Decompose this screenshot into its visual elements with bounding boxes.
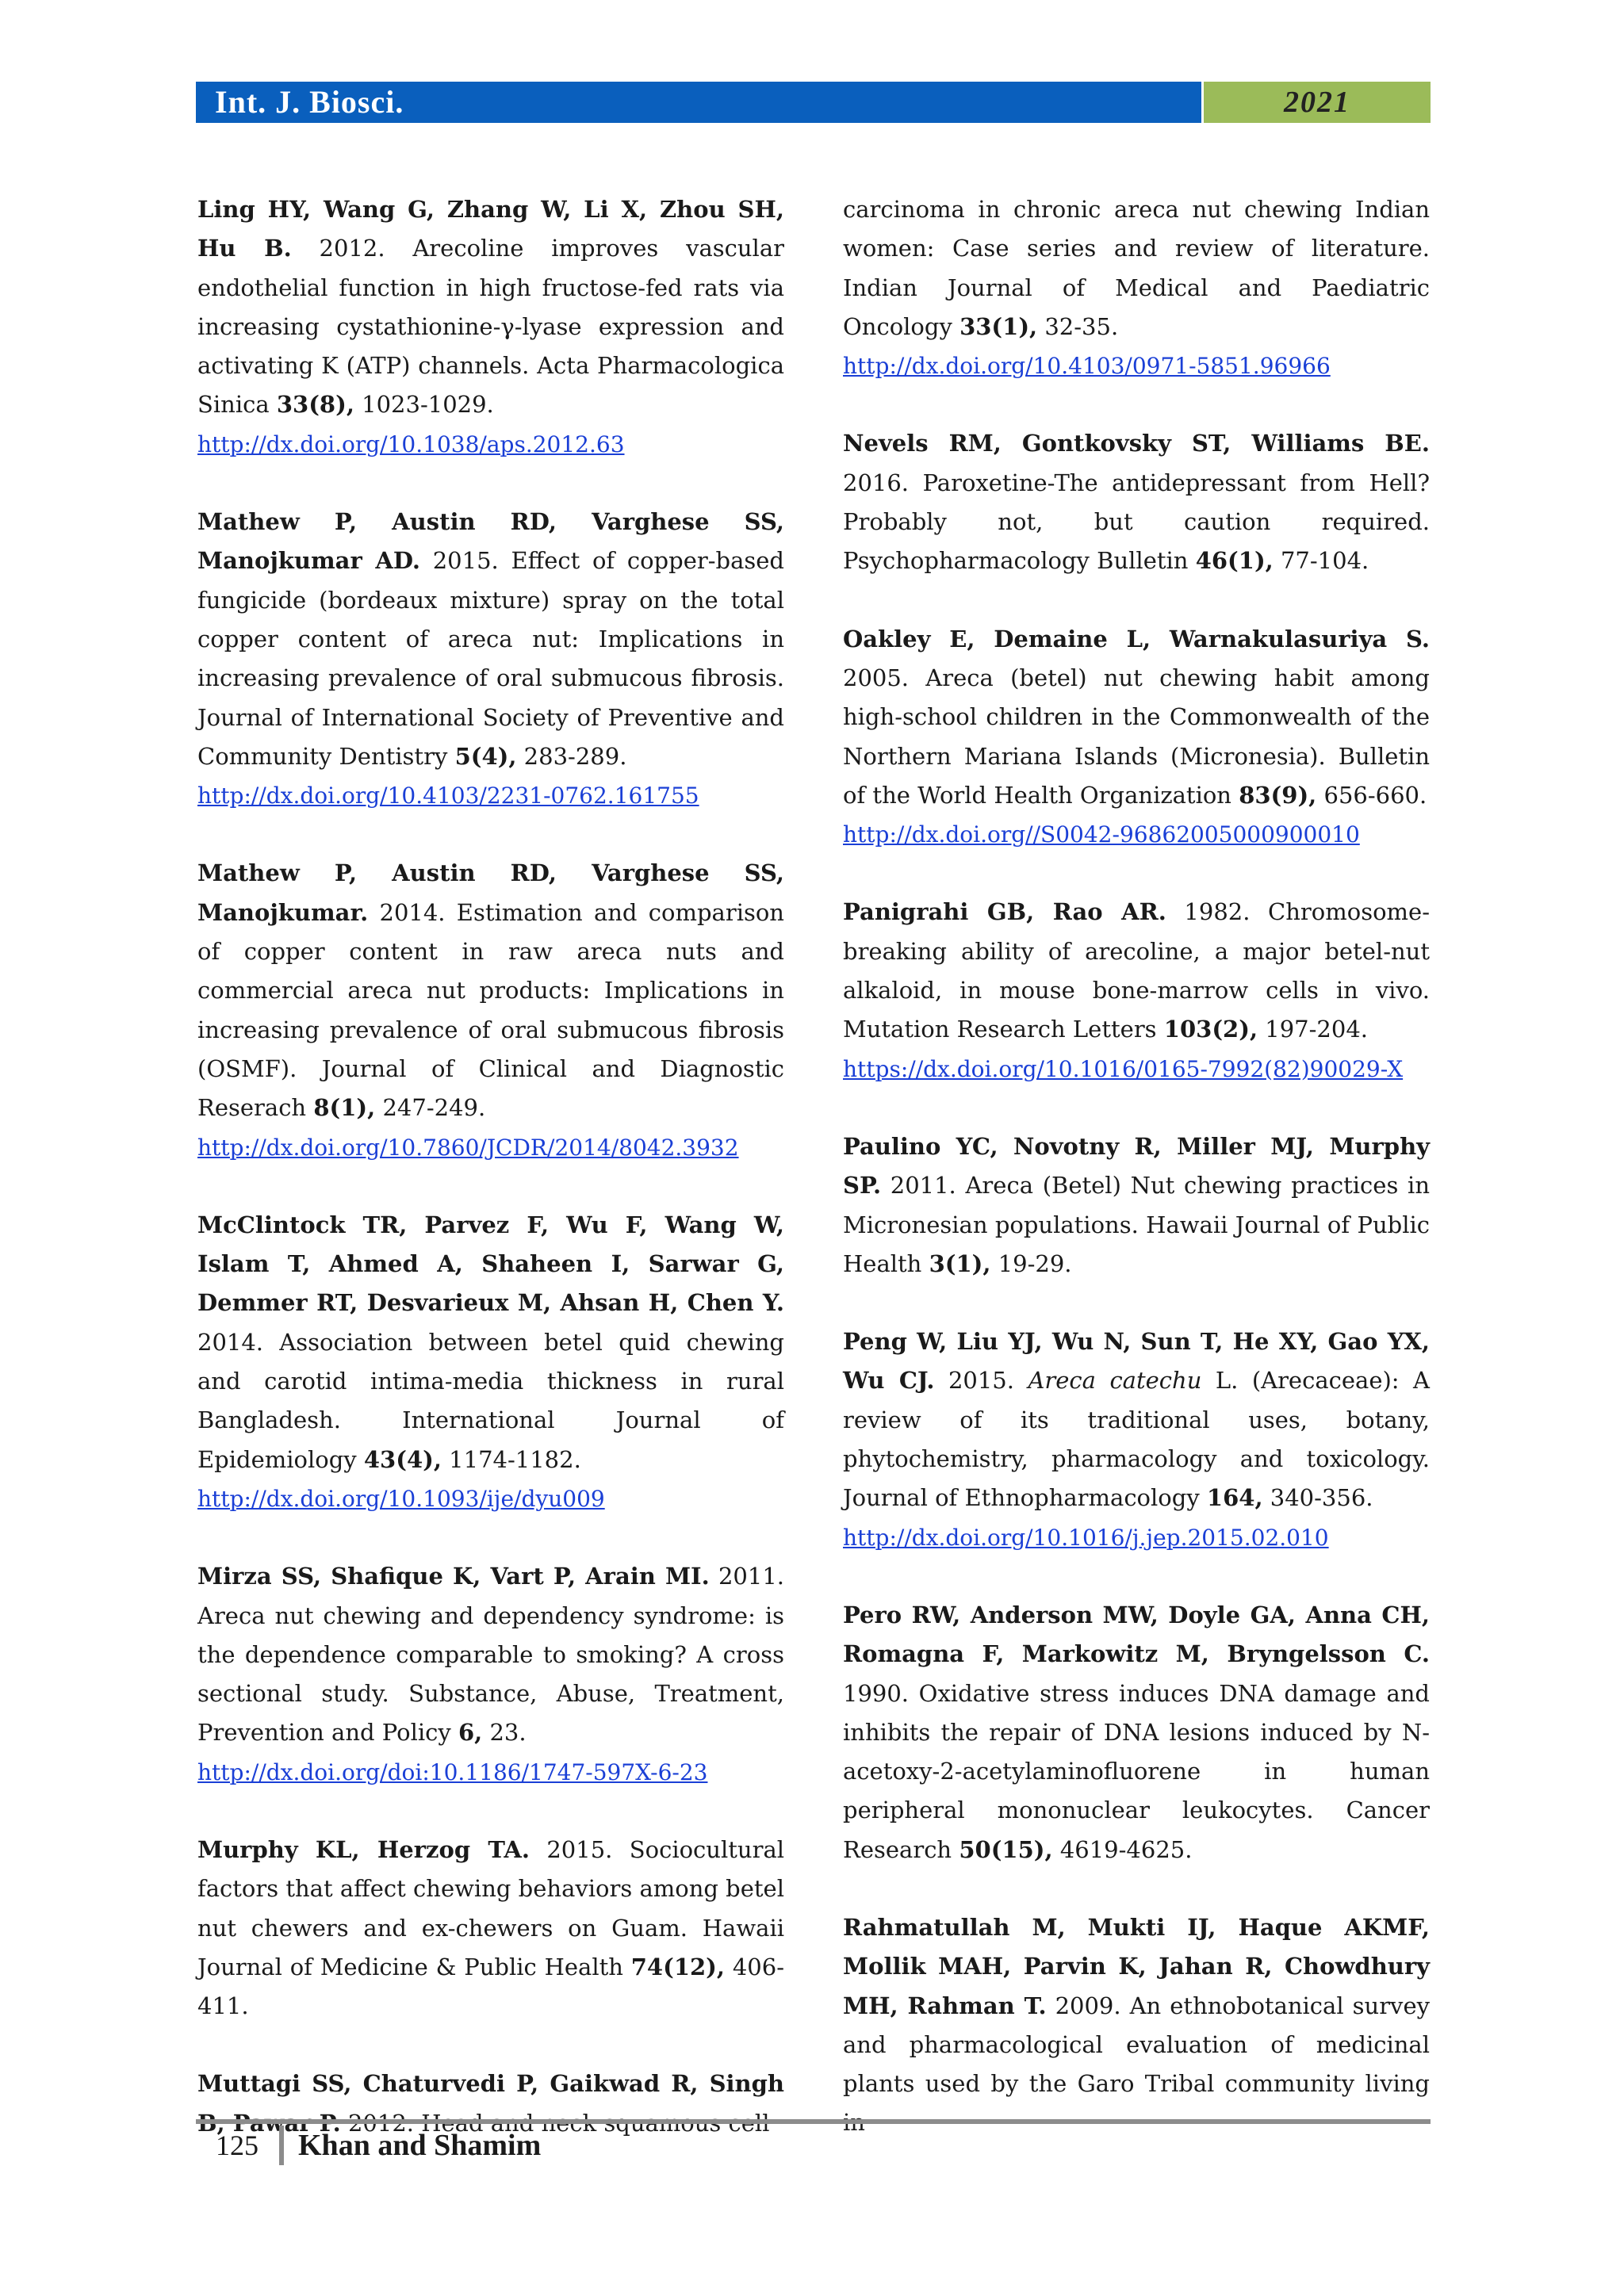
reference-text: Pero RW, Anderson MW, Doyle GA, Anna CH, Romagna F, Markowitz M, Bryngelsson C. 1990. Oxidative stress induces DNA damage and inhibits the repair of DNA lesions induced by N-acetoxy-2-acetylaminofluorene in human peripheral mononuclear leukocytes. Cancer Research 50(15), 4619-4625. (843, 1601, 1430, 1863)
reference-entry (197, 854, 784, 1166)
reference-authors: Oakley E, Demaine L, Warnakulasuriya S. (843, 625, 1430, 652)
reference-text: Mathew P, Austin RD, Varghese SS, Manojkumar. 2014. Estimation and comparison of copper content in raw areca nuts and commercial areca nut products: Implications in increasing prevalence of oral submucous fibrosis (OSMF). Journal of Clinical and Diagnostic Reserach 8(1), 247-249. (197, 859, 784, 1122)
doi-link[interactable]: http://dx.doi.org//S0042-96862005000900010 (843, 821, 1360, 848)
reference-entry (843, 1127, 1430, 1284)
reference-entry (197, 190, 784, 464)
reference-text: Oakley E, Demaine L, Warnakulasuriya S. 2005. Areca (betel) nut chewing habit among high-school children in the Commonwealth of the Northern Mariana Islands (Micronesia). Bulletin of the World Health Organization 83(9), 656-660. (843, 625, 1430, 809)
reference-entry (843, 190, 1430, 385)
reference-volume: 103(2), (1163, 1016, 1258, 1043)
reference-authors: Paulino YC, Novotny R, Miller MJ, Murphy SP. (843, 1132, 1430, 1200)
reference-authors: Rahmatullah M, Mukti IJ, Haque AKMF, Mollik MAH, Parvin K, Jahan R, Chowdhury MH, Rahman T. (843, 1913, 1430, 2019)
footer-authors: Khan and Shamim (298, 2129, 542, 2162)
reference-text: Paulino YC, Novotny R, Miller MJ, Murphy SP. 2011. Areca (Betel) Nut chewing practices in Micronesian populations. Hawaii Journal of Public Health 3(1), 19-29. (843, 1132, 1430, 1277)
doi-link[interactable]: http://dx.doi.org/doi:10.1186/1747-597X-6-23 (197, 1758, 708, 1785)
reference-text: Ling HY, Wang G, Zhang W, Li X, Zhou SH, Hu B. 2012. Arecoline improves vascular endothelial function in high fructose-fed rats via increasing cystathionine-γ-lyase expression and activating K (ATP) channels. Acta Pharmacologica Sinica 33(8), 1023-1029. (197, 196, 784, 419)
reference-entry (197, 503, 784, 815)
reference-volume: 50(15), (959, 1835, 1053, 1863)
reference-volume: 33(1), (959, 312, 1038, 340)
footer-separator (279, 2126, 284, 2165)
reference-entry (843, 1322, 1430, 1557)
doi-link[interactable]: http://dx.doi.org/10.1016/j.jep.2015.02.010 (843, 1524, 1329, 1551)
reference-entry (843, 424, 1430, 580)
reference-volume: 8(1), (313, 1094, 376, 1122)
reference-authors: Peng W, Liu YJ, Wu N, Sun T, He XY, Gao YX, Wu CJ. (843, 1328, 1430, 1395)
reference-authors: Ling HY, Wang G, Zhang W, Li X, Zhou SH, Hu B. (197, 196, 784, 262)
doi-link[interactable]: http://dx.doi.org/10.1038/aps.2012.63 (197, 430, 625, 457)
reference-entry (197, 1831, 784, 2026)
doi-link[interactable]: http://dx.doi.org/10.7860/JCDR/2014/8042.3932 (197, 1134, 739, 1161)
reference-text: Panigrahi GB, Rao AR. 1982. Chromosome-breaking ability of arecoline, a major betel-nut alkaloid, in mouse bone-marrow cells in vivo. Mutation Research Letters 103(2), 197-204. (843, 898, 1430, 1043)
reference-column-left (197, 190, 784, 2182)
journal-header: Int. J. Biosci. (196, 82, 1201, 123)
doi-link[interactable]: http://dx.doi.org/10.1093/ije/dyu009 (197, 1485, 605, 1512)
reference-text: McClintock TR, Parvez F, Wu F, Wang W, Islam T, Ahmed A, Shaheen I, Sarwar G, Demmer RT, Desvarieux M, Ahsan H, Chen Y. 2014. Association between betel quid chewing and carotid intima-media thickness in rural Bangladesh. International Journal of Epidemiology 43(4), 1174-1182. (197, 1211, 784, 1473)
reference-entry (843, 1596, 1430, 1869)
species-name: Areca catechu (1028, 1367, 1202, 1395)
reference-authors: Panigrahi GB, Rao AR. (843, 898, 1166, 926)
reference-authors: Pero RW, Anderson MW, Doyle GA, Anna CH, Romagna F, Markowitz M, Bryngelsson C. (843, 1601, 1430, 1668)
reference-volume: 3(1), (929, 1249, 991, 1277)
reference-entry (843, 1908, 1430, 2143)
reference-authors: Mirza SS, Shafique K, Vart P, Arain MI. (197, 1563, 710, 1590)
reference-entry (197, 1206, 784, 1518)
reference-column-right (843, 190, 1430, 2182)
page-number: 125 (216, 2130, 259, 2161)
reference-entry (197, 1557, 784, 1792)
doi-link[interactable]: http://dx.doi.org/10.4103/2231-0762.161755 (197, 783, 699, 809)
reference-volume: 33(8), (276, 391, 354, 419)
reference-authors: Mathew P, Austin RD, Varghese SS, Manojkumar. (197, 859, 784, 926)
reference-volume: 6, (458, 1719, 483, 1747)
reference-volume: 74(12), (630, 1953, 726, 1980)
reference-text: Nevels RM, Gontkovsky ST, Williams BE. 2016. Paroxetine-The antidepressant from Hell? Probably not, but caution required. Psychopharmacology Bulletin 46(1), 77-104. (843, 430, 1430, 575)
reference-authors: McClintock TR, Parvez F, Wu F, Wang W, Islam T, Ahmed A, Shaheen I, Sarwar G, Demmer RT, Desvarieux M, Ahsan H, Chen Y. (197, 1211, 784, 1317)
reference-volume: 43(4), (363, 1445, 442, 1473)
reference-entry (843, 893, 1430, 1088)
reference-text: Mirza SS, Shafique K, Vart P, Arain MI. 2011. Areca nut chewing and dependency syndrome: is the dependence comparable to smoking? A cross sectional study. Substance, Abuse, Treatment, Prevention and Policy 6, 23. (197, 1563, 784, 1747)
reference-volume: 164, (1206, 1484, 1263, 1512)
reference-volume: 46(1), (1195, 547, 1274, 575)
reference-authors: Muttagi SS, Chaturvedi P, Gaikwad R, Singh (197, 2070, 784, 2098)
doi-link[interactable]: http://dx.doi.org/10.4103/0971-5851.96966 (843, 353, 1331, 380)
reference-authors: Murphy KL, Herzog TA. (197, 1835, 530, 1863)
year-header: 2021 (1204, 82, 1431, 123)
reference-volume: 83(9), (1239, 781, 1317, 809)
footer-divider (196, 2119, 1431, 2124)
reference-text: Mathew P, Austin RD, Varghese SS, Manojkumar AD. 2015. Effect of copper-based fungicide (bordeaux mixture) spray on the total copper content of areca nut: Implications in increasing prevalence of oral submucous fibrosis. Journal of International Society of Preventive and Community Dentistry 5(4), 283-289. (197, 508, 784, 770)
doi-link[interactable]: https://dx.doi.org/10.1016/0165-7992(82)90029-X (843, 1055, 1404, 1082)
reference-text: Murphy KL, Herzog TA. 2015. Sociocultural factors that affect chewing behaviors among betel nut chewers and ex-chewers on Guam. Hawaii Journal of Medicine & Public Health 74(12), 406-411. (197, 1835, 785, 2020)
reference-authors: Mathew P, Austin RD, Varghese SS, Manojkumar AD. (197, 508, 784, 575)
reference-text: carcinoma in chronic areca nut chewing Indian women: Case series and review of literature. Indian Journal of Medical and Paediatric Oncology 33(1), 32-35. (843, 196, 1430, 340)
reference-entry (843, 620, 1430, 855)
reference-text: Peng W, Liu YJ, Wu N, Sun T, He XY, Gao YX, Wu CJ. 2015. Areca catechu L. (Arecaceae): A review of its traditional uses, botany, phytochemistry, pharmacology and toxicology. Journal of Ethnopharmacology 164, 340-356. (843, 1328, 1430, 1512)
reference-volume: 5(4), (454, 742, 517, 770)
reference-text: Rahmatullah M, Mukti IJ, Haque AKMF, Mollik MAH, Parvin K, Jahan R, Chowdhury MH, Rahman T. 2009. An ethnobotanical survey and pharmacological evaluation of medicinal plants used by the Garo Tribal community living (843, 1913, 1430, 2098)
reference-authors: Nevels RM, Gontkovsky ST, Williams BE. (843, 430, 1430, 457)
